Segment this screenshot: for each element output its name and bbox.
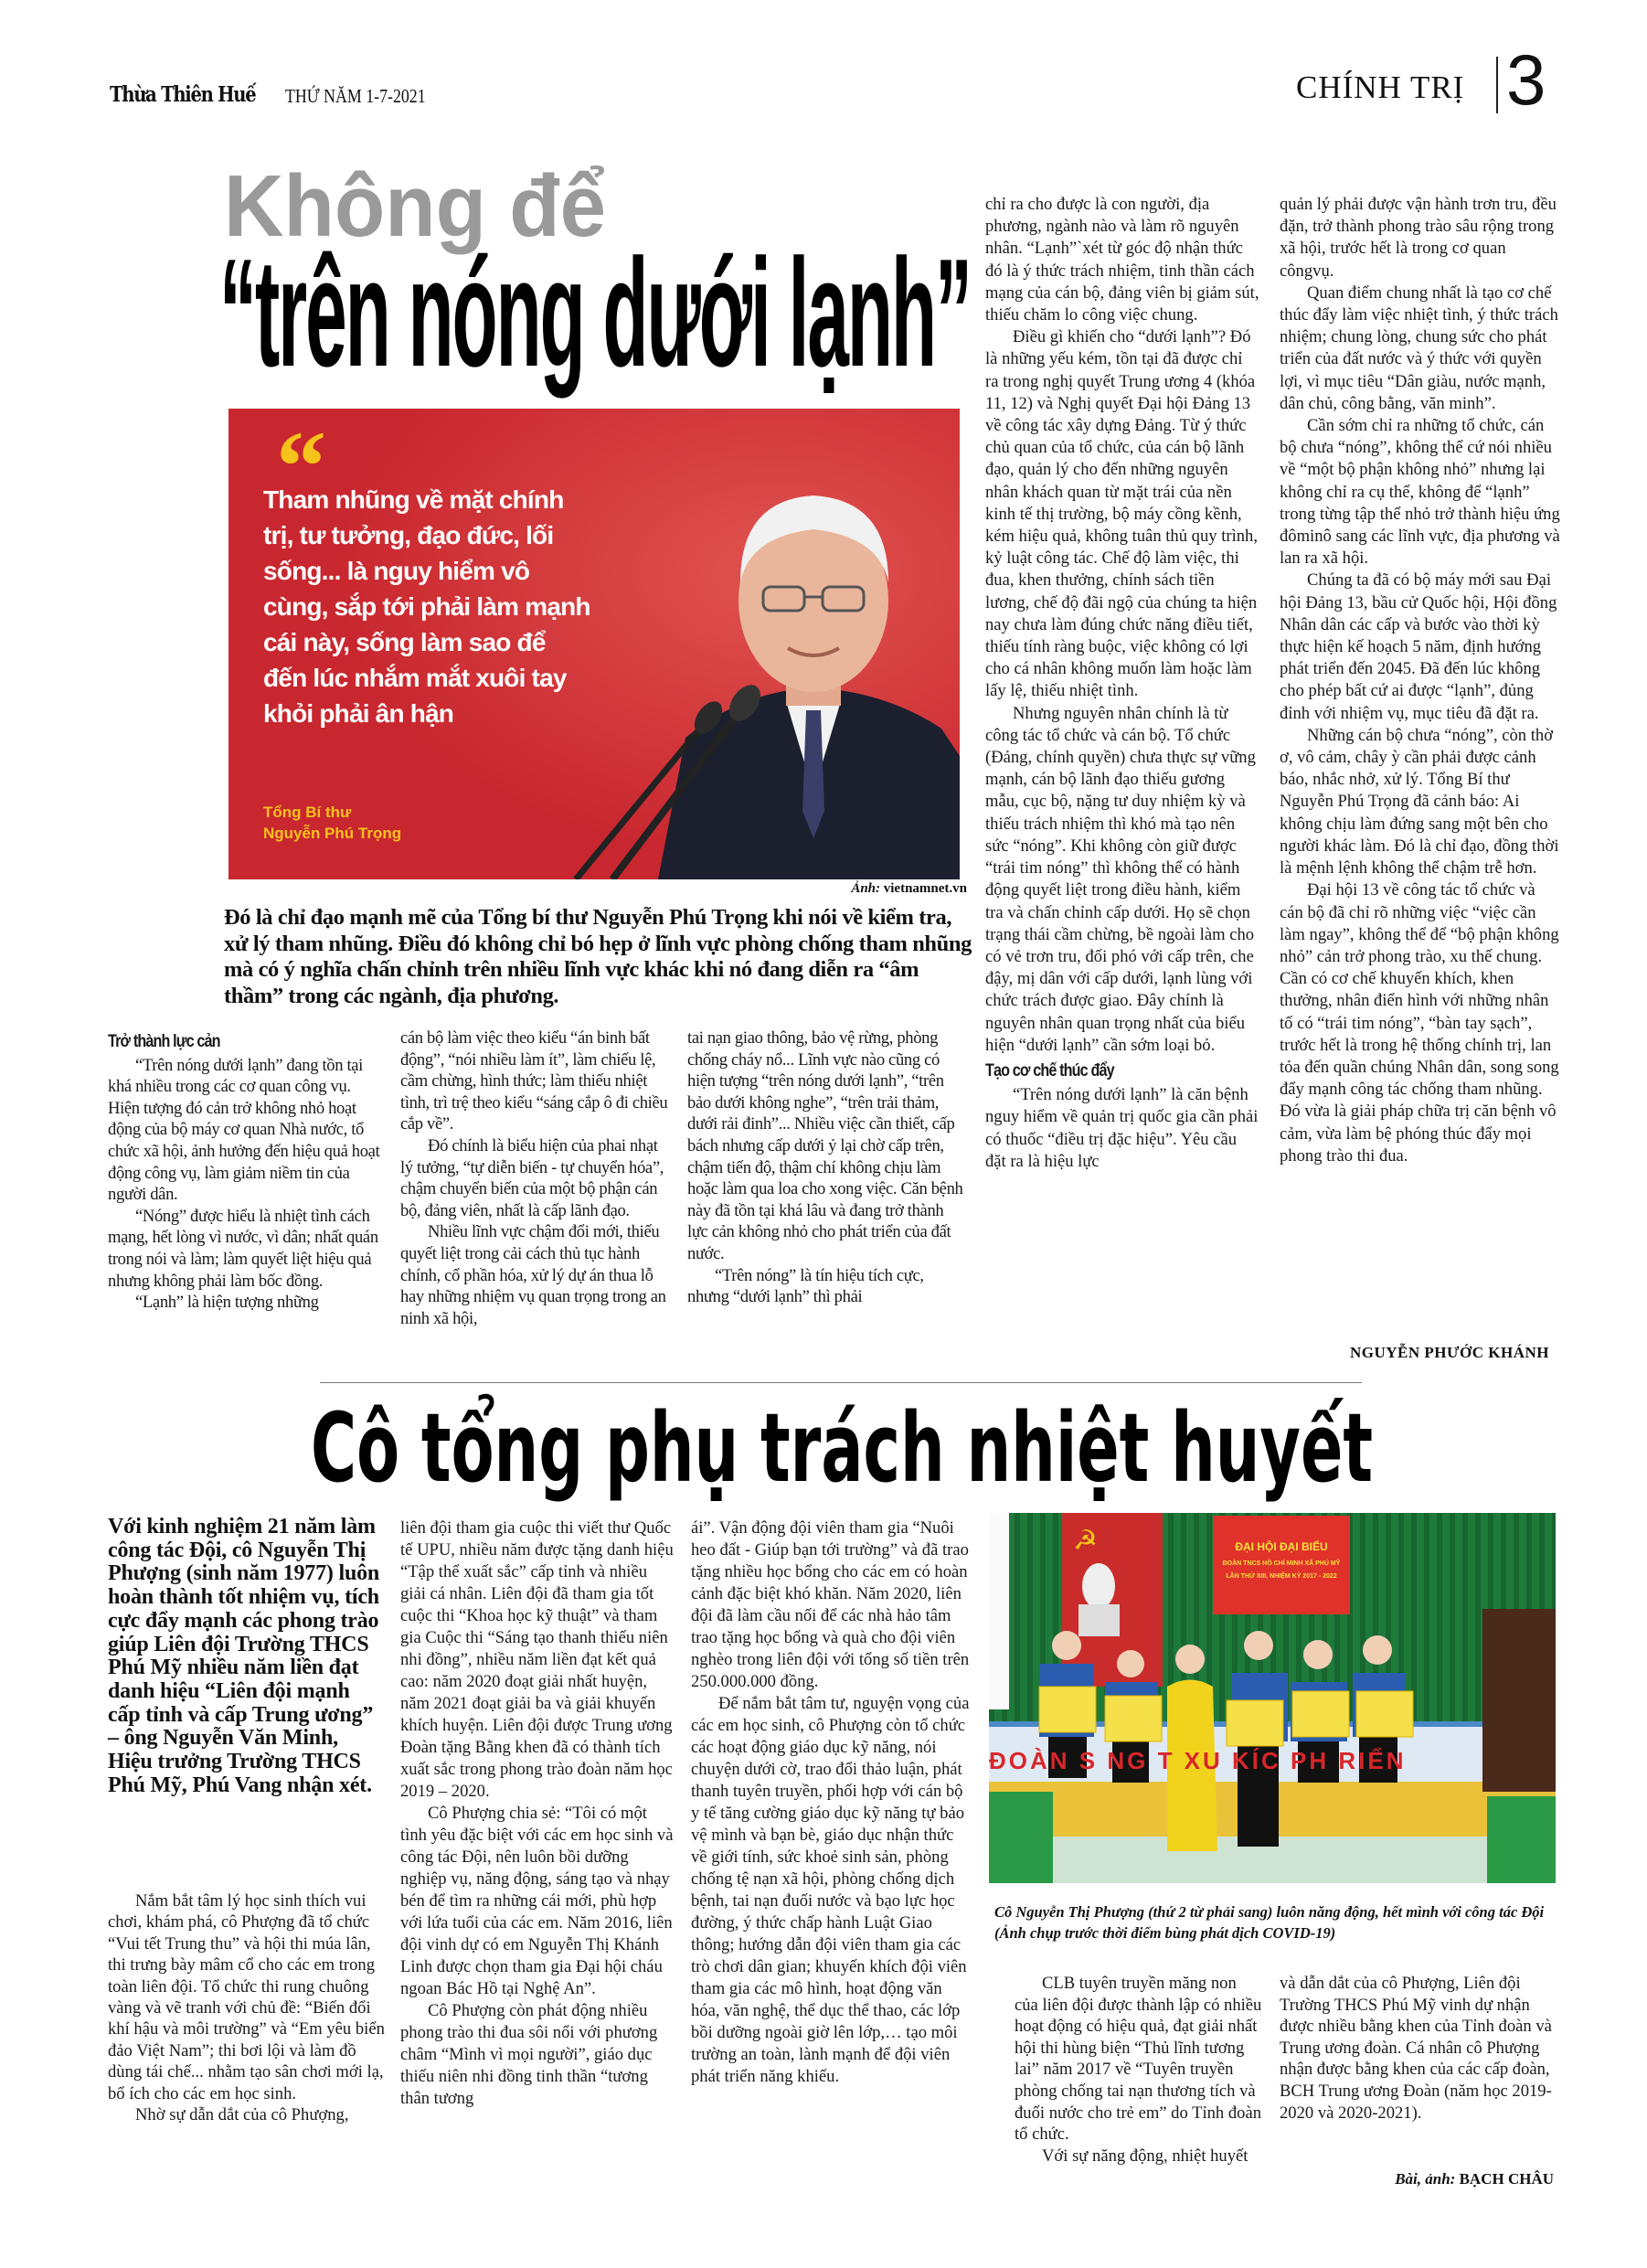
- article2-column-2: [400, 1517, 675, 2110]
- page-number: 3: [1506, 39, 1546, 120]
- paragraph: Điều gì khiến cho “dưới lạnh”? Đó là những yếu kém, tồn tại đã được chỉ ra trong nghị quyết Trung ương 4 (khóa 11, 12) và Nghị quyết Đại hội Đảng 13 về công tác xây dựng Đảng. Từ ý thức chủ quan của tổ chức, của cán bộ lãnh đạo, quản lý cho đến những nguyên nhân khách quan từ mặt trái của nền kinh tế thị trường, bộ máy cồng kềnh, kém hiệu quả, không tuân thủ quy trình, kỷ luật công tác. Chế độ làm việc, thi đua, khen thưởng, chính sách tiền lương, chế độ đãi ngộ của chúng ta hiện nay chưa làm đúng chức năng điều tiết, thiếu tính ràng buộc, việc không có lợi cho cá nhân không muốn làm hoặc làm lấy lệ, thiếu nhiệt tình.: [985, 327, 1258, 701]
- article1-column-1: [108, 1028, 384, 1314]
- article1-author: NGUYỄN PHƯỚC KHÁNH: [1349, 1344, 1549, 1361]
- backdrop-text: ĐOÀN S NG T XU KÍC PH RIỂN: [989, 1747, 1407, 1774]
- article2-title-wrap: [311, 1392, 1647, 1504]
- banner-line-1: ĐOÀN TNCS HỒ CHÍ MINH XÃ PHÚ MỸ: [1222, 1560, 1341, 1567]
- article2-byline: [1280, 2170, 1554, 2188]
- banner-line-2: LẦN THỨ XIII, NHIỆM KỲ 2017 - 2022: [1226, 1573, 1337, 1580]
- paragraph: Quan điểm chung nhất là tạo cơ chế thúc đẩy làm việc nhiệt tình, ý thức trách nhiệm; chung lòng, chung sức cho phát triển của đất nước và ý thức với quyền lợi, vì mục tiêu “Dân giàu, nước mạnh, dân chủ, công bằng, văn minh”.: [1280, 282, 1558, 413]
- header-divider: [1496, 57, 1498, 113]
- paragraph: “Trên nóng dưới lạnh” đang tồn tại khá nhiều trong các cơ quan công vụ. Hiện tượng đó cản trở không nhỏ hoạt động của bộ máy cơ quan Nhà nước, tổ chức xã hội, ảnh hưởng đến hiệu quả hoạt động công vụ, làm giảm niềm tin của người dân.: [108, 1055, 380, 1205]
- article2-column-4: [1015, 1973, 1263, 2167]
- article1-kicker: Không để: [224, 157, 606, 255]
- byline-name: BẠCH CHÂU: [1459, 2170, 1554, 2188]
- paragraph: “Nóng” được hiểu là nhiệt tình cách mạng, hết lòng vì nước, vì dân; nhất quán trong nói và làm; làm quyết liệt hiệu quả nhưng không phải làm bốc đồng.: [108, 1206, 378, 1291]
- paragraph: Nắm bắt tâm lý học sinh thích vui chơi, khám phá, cô Phượng đã tổ chức “Vui tết Trung thu” và hội thi múa lân, thi trưng bày mâm cổ cho các em trong toàn liên đội. Tổ chức thi rung chuông vàng và vẽ tranh với chủ đề: “Biến đổi khí hậu và môi trường” và “Em yêu biển đảo Việt Nam”; thi bơi lội và làm đồ dùng tái chế... nhằm tạo sân chơi mới lạ, bổ ích cho các em học sinh.: [108, 1891, 385, 2103]
- subheading: Trở thành lực cản: [108, 1032, 220, 1051]
- article2-column-3: [691, 1517, 970, 2088]
- subheading: Tạo cơ chế thúc đẩy: [985, 1060, 1114, 1081]
- article2-photo: [989, 1513, 1556, 1883]
- quote-mark-icon: “: [276, 410, 326, 522]
- paragraph: “Lạnh” là hiện tượng những: [135, 1293, 319, 1313]
- quote-attribution-name: Nguyễn Phú Trọng: [263, 825, 402, 842]
- paragraph: Nhưng nguyên nhân chính là từ công tác tổ chức và cán bộ. Tổ chức (Đảng, chính quyền) chưa thực sự vững mạnh, cán bộ lãnh đạo thiếu gương mẫu, cục bộ, nặng tư duy nhiệm kỳ và thiếu trách nhiệm thì khó mà tạo nên sức “nóng”. Khi không còn giữ được “trái tim nóng” thì không thể có hành động quyết liệt trong điều hành, kiểm tra và chấn chỉnh cấp dưới. Họ sẽ chọn trạng thái cầm chừng, bề ngoài làm cho có vẻ trơn tru, đối phó với cấp trên, che đậy, mị dân với cấp dưới, lạnh lùng với chức trách được giao. Đây chính là nguyên nhân quan trọng nhất của biểu hiện “dưới lạnh” cần sớm loại bỏ.: [985, 703, 1256, 1055]
- article2-column-1: [108, 1890, 387, 2125]
- paragraph: “Trên nóng dưới lạnh” là căn bệnh nguy hiểm về quản trị quốc gia cần phải có thuốc “điều trị đặc hiệu”. Yêu cầu đặt ra là hiệu lực: [985, 1085, 1259, 1171]
- article-separator: [320, 1382, 1362, 1383]
- paragraph: Với sự năng động, nhiệt huyết: [1042, 2146, 1249, 2166]
- quote-attribution-title: Tổng Bí thư: [263, 804, 352, 821]
- byline-label: Bài, ảnh:: [1395, 2170, 1456, 2188]
- paragraph: CLB tuyên truyền măng non của liên đội được thành lập có nhiều hoạt động có hiệu quả, đạt giải nhất hội thi hùng biện “Thủ lĩnh tương lai” năm 2017 về “Tuyên truyền phòng chống tai nạn thương tích và đuối nước cho trẻ em” do Tỉnh đoàn tổ chức.: [1015, 1974, 1262, 2145]
- photo-credit-label: Ảnh:: [851, 881, 880, 896]
- paragraph: Nhờ sự dẫn dắt của cô Phượng,: [135, 2105, 349, 2125]
- article2-column-5: [1280, 1973, 1554, 2124]
- paragraph: Đại hội 13 về công tác tổ chức và cán bộ đã chỉ rõ những việc “việc cần làm ngay”, không thể để “bộ phận không nhỏ” cản trở phong trào, xu thế chung. Cần có cơ chế khuyến khích, khen thưởng, nhân điển hình với những nhân tố có “trái tim nóng”, “bàn tay sạch”, trước hết là trong hệ thống chính trị, lan tỏa đến quần chúng Nhân dân, song song đẩy mạnh công tác chống tham nhũng. Đó vừa là giải pháp chữa trị căn bệnh vô cảm, vừa làm bệ phóng thúc đẩy mọi phong trào thi đua.: [1280, 880, 1559, 1166]
- paragraph: Cô Phượng chia sẻ: “Tôi có một tình yêu đặc biệt với các em học sinh và công tác Đội, nên luôn bồi dưỡng nghiệp vụ, năng động, sáng tạo và nhạy bén để tìm ra những cái mới, phù hợp với lứa tuổi của các em. Năm 2016, liên đội vinh dự có em Nguyễn Thị Khánh Linh được chọn tham gia Đại hội cháu ngoan Bác Hồ tại Nghệ An”.: [400, 1804, 674, 1998]
- paragraph: Để nắm bắt tâm tư, nguyện vọng của các em học sinh, cô Phượng còn tổ chức các hoạt động giáo dục kỹ năng, nói chuyện dưới cờ, trao đổi thảo luận, phát thanh tuyên truyền, phối hợp với cán bộ y tế tăng cường giáo dục kỹ năng tự bảo vệ mình và bạn bè, giáo dục nhận thức về giới tính, sức khoẻ sinh sản, phòng chống tệ nạn xã hội, phòng chống dịch bệnh, tai nạn đuối nước và bạo lực học đường, ý thức chấp hành Luật Giao thông; hướng dẫn đội viên tham gia các trò chơi dân gian; khuyến khích đội viên tham gia các mô hình, hoạt động văn hóa, văn nghệ, thể dục thể thao, các lớp bồi dưỡng ngoài giờ lên lớp,… tạo môi trường an toàn, lành mạnh để đội viên phát triển năng khiếu.: [691, 1694, 970, 2086]
- article1-title: “trên nóng dưới lạnh”: [219, 227, 971, 399]
- paragraph: chỉ ra cho được là con người, địa phương, ngành nào và làm rõ nguyên nhân. “Lạnh”`xét từ góc độ nhận thức đó là ý thức trách nhiệm, tinh thần cách mạng của cán bộ, đảng viên bị giảm sút, thiếu chăm lo công việc chung.: [985, 195, 1259, 325]
- article2-title: Cô tổng phụ trách nhiệt huyết: [311, 1392, 1373, 1504]
- paragraph: liên đội tham gia cuộc thi viết thư Quốc tế UPU, nhiều năm được tặng danh hiệu “Tập thể xuất sắc” cấp tỉnh và nhiều giải cá nhân. Liên đội đã tham gia tốt cuộc thi “Khoa học kỹ thuật” và tham gia Cuộc thi “Sáng tạo thanh thiếu niên nhi đồng”, nhiều năm liền đạt kết quả cao: năm 2020 đoạt giải nhất huyện, năm 2021 đoạt giải ba và giải khuyến khích huyện. Liên đội được Trung ương Đoàn tặng Bằng khen đã có thành tích xuất sắc trong phong trào đoàn năm học 2019 – 2020.: [400, 1518, 674, 1801]
- paragraph: quản lý phải được vận hành trơn tru, đều đặn, trở thành phong trào sâu rộng trong xã hội, trước hết là trong cơ quan côngvụ.: [1280, 195, 1557, 281]
- photo-caption: Cô Nguyễn Thị Phượng (thứ 2 từ phải sang) luôn năng động, hết mình với công tác Đội (Ảnh chụp trước thời điểm bùng phát dịch COVID-19): [994, 1903, 1545, 1942]
- issue-date: THỨ NĂM 1-7-2021: [285, 85, 426, 107]
- paragraph: tai nạn giao thông, bảo vệ rừng, phòng chống cháy nổ... Lĩnh vực nào cũng có hiện tượng “trên nóng dưới lạnh”, “trên bảo dưới không nghe”, “trên trải thảm, dưới rải đinh”... Nhiều việc cần thiết, cấp bách nhưng cấp dưới ỷ lại chờ cấp trên, chậm tiến độ, thậm chí không chịu làm hoặc làm qua loa cho xong việc. Căn bệnh này đã tồn tại khá lâu và đang trở thành lực cản không nhỏ cho phát triển của đất nước.: [687, 1028, 963, 1263]
- paragraph: Đó chính là biểu hiện của phai nhạt lý tưởng, “tự diễn biến - tự chuyển hóa”, chậm chuyển biến của một bộ phận cán bộ, đảng viên, nhất là cấp lãnh đạo.: [400, 1135, 664, 1220]
- quote-text: Tham nhũng về mặt chính trị, tư tưởng, đạo đức, lối sống... là nguy hiểm vô cùng, sắp tới phải làm mạnh cái này, sống làm sao để đến lúc nhắm mắt xuôi tay khỏi phải ân hận: [263, 485, 590, 728]
- photo-credit: [777, 881, 967, 897]
- article1-column-3: [687, 1028, 965, 1308]
- hammer-sickle-icon: ☭: [1073, 1526, 1098, 1556]
- paragraph: ái”. Vận động đội viên tham gia “Nuôi heo đất - Giúp bạn tới trường” và đã trao tặng nhiều học bổng cho các em có hoàn cảnh đặc biệt khó khăn. Năm 2020, liên đội đã làm cầu nối để các nhà hảo tâm trao tặng học bổng và quà cho đội viên nghèo trong liên đội với tổng số tiền trên 250.000.000 đồng.: [691, 1518, 970, 1691]
- banner-title: ĐẠI HỘI ĐẠI BIỂU: [1235, 1540, 1328, 1553]
- paragraph: Cần sớm chỉ ra những tổ chức, cán bộ chưa “nóng”, không thể cứ nói nhiều về “một bộ phận không nhỏ” nhưng lại không chỉ ra cụ thể, không để “lạnh” trong từng tập thể nhỏ trở thành hiệu ứng đôminô sang các lĩnh vực, địa phương và lan ra xã hội.: [1280, 416, 1560, 569]
- award-ceremony-photo-illustration: [989, 1513, 1556, 1883]
- article2-lead: Với kinh nghiệm 21 năm làm công tác Đội, cô Nguyễn Thị Phượng (sinh năm 1977) luôn hoàn thành tốt nhiệm vụ, tích cực đẩy mạnh các phong trào giúp Liên đội Trường THCS Phú Mỹ nhiều năm liền đạt danh hiệu “Liên đội mạnh cấp tỉnh và cấp Trung ương” – ông Nguyễn Văn Minh, Hiệu trưởng Trường THCS Phú Mỹ, Phú Vang nhận xét.: [108, 1515, 380, 1797]
- paragraph: Cô Phượng còn phát động nhiều phong trào thi đua sôi nổi với phương châm “Mình vì mọi người”, giáo dục thiếu niên nhi đồng tinh thần “tương thân tương: [400, 2001, 658, 2108]
- paragraph: Nhiều lĩnh vực chậm đổi mới, thiếu quyết liệt trong cải cách thủ tục hành chính, cổ phần hóa, xử lý dự án thua lỗ hay những nhiệm vụ quan trọng trong an ninh xã hội,: [400, 1222, 666, 1328]
- section-name: CHÍNH TRỊ: [1296, 69, 1465, 105]
- article1-column-5: [1280, 194, 1563, 1167]
- paragraph: Chúng ta đã có bộ máy mới sau Đại hội Đảng 13, bầu cử Quốc hội, Hội đồng Nhân dân các cấp và bước vào thời kỳ thực hiện kế hoạch 5 năm, định hướng phát triển đến 2045. Đã đến lúc không cho phép bất cứ ai được “lạnh”, đủng đỉnh với nhiệm vụ, mục tiêu đã đặt ra.: [1280, 570, 1557, 723]
- article1-column-2: [400, 1028, 669, 1329]
- masthead-paper-name: Thừa Thiên Huế: [110, 82, 256, 107]
- paragraph: Những cán bộ chưa “nóng”, còn thờ ơ, vô cảm, chây ỳ cần phải được cảnh báo, nhắc nhở, xử lý. Tổng Bí thư Nguyễn Phú Trọng đã cảnh báo: Ai không chịu làm đứng sang một bên cho người khác làm. Đó là chỉ đạo, đồng thời là mệnh lệnh không thể chậm trễ hơn.: [1280, 725, 1559, 878]
- paragraph: cán bộ làm việc theo kiểu “án binh bất động”, “nói nhiều làm ít”, làm chiếu lệ, cầm chừng, hình thức; làm thiếu nhiệt tình, trì trệ theo kiểu “sáng cắp ô đi chiều cắp về”.: [400, 1028, 668, 1134]
- photo-credit-source: vietnamnet.vn: [883, 881, 967, 896]
- article1-lead: Đó là chỉ đạo mạnh mẽ của Tổng bí thư Nguyễn Phú Trọng khi nói về kiểm tra, xử lý tham nhũng. Điều đó không chỉ bó hẹp ở lĩnh vực phòng chống tham nhũng mà có ý nghĩa chấn chỉnh trên nhiều lĩnh vực khác khi nó đang diễn ra “âm thầm” trong các ngành, địa phương.: [224, 905, 972, 1008]
- quote-image: [228, 409, 960, 879]
- article1-column-4: [985, 194, 1259, 1173]
- paragraph: và dẫn dắt của cô Phượng, Liên đội Trường THCS Phú Mỹ vinh dự nhận được nhiều bằng khen của Tỉnh đoàn và Trung ương đoàn. Cá nhân cô Phượng nhận được bằng khen của các cấp đoàn, BCH Trung ương Đoàn (năm học 2019-2020 và 2020-2021).: [1280, 1974, 1552, 2123]
- paragraph: “Trên nóng” là tín hiệu tích cực, nhưng “dưới lạnh” thì phải: [687, 1265, 924, 1307]
